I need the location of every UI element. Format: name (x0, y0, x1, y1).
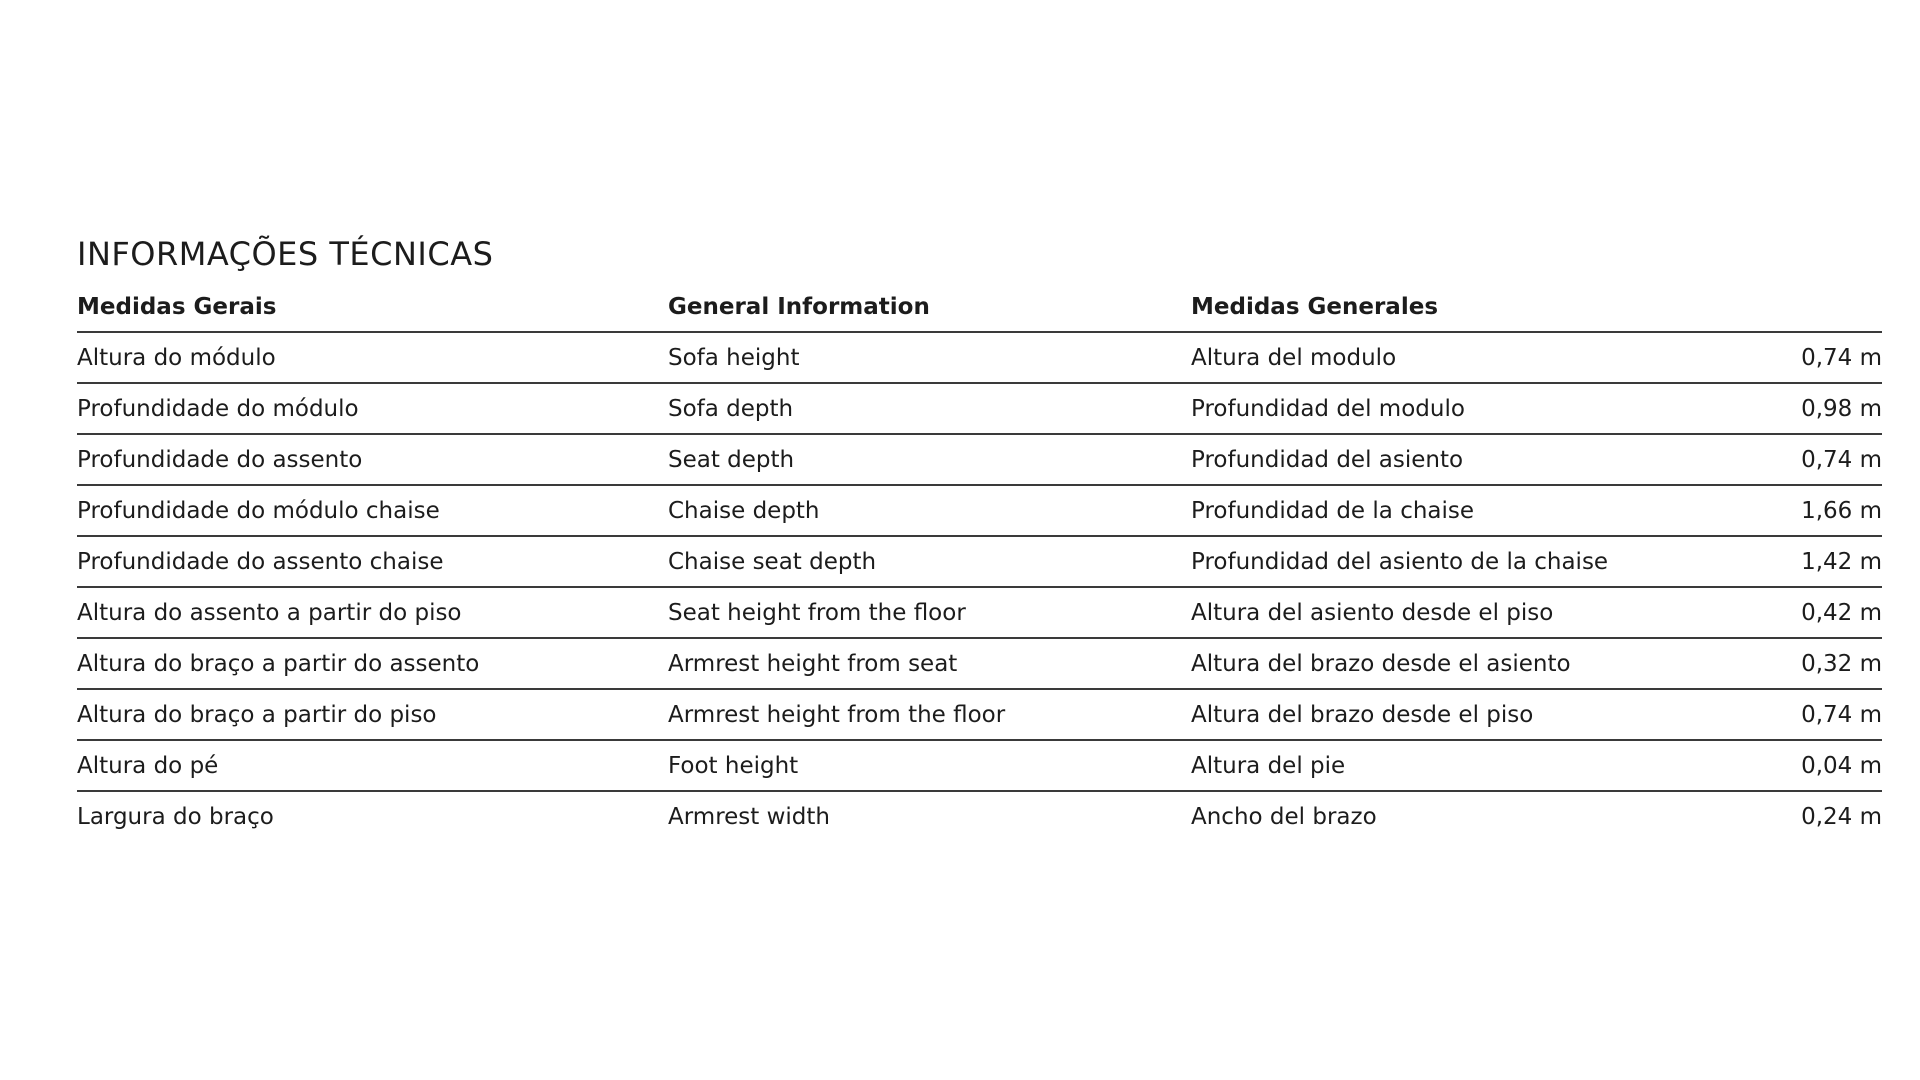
technical-info-sheet (77, 226, 1882, 841)
measurements-table (77, 282, 1882, 841)
cell-portuguese: Largura do braço (77, 803, 274, 830)
cell-portuguese: Altura do braço a partir do assento (77, 650, 480, 677)
header-spanish: Medidas Generales (1191, 293, 1439, 320)
cell-english: Chaise depth (668, 497, 820, 524)
page-title: INFORMAÇÕES TÉCNICAS (77, 235, 494, 273)
cell-value: 0,42 m (1801, 599, 1882, 626)
cell-portuguese: Profundidade do assento (77, 446, 363, 473)
table-row (77, 384, 1882, 435)
cell-value: 1,66 m (1801, 497, 1882, 524)
cell-value: 0,98 m (1801, 395, 1882, 422)
cell-english: Sofa depth (668, 395, 794, 422)
table-header-row (77, 282, 1882, 333)
cell-portuguese: Altura do módulo (77, 344, 276, 371)
cell-portuguese: Altura do assento a partir do piso (77, 599, 462, 626)
table-row (77, 435, 1882, 486)
cell-spanish: Ancho del brazo (1191, 803, 1377, 830)
header-portuguese: Medidas Gerais (77, 293, 277, 320)
table-row (77, 588, 1882, 639)
table-row (77, 741, 1882, 792)
cell-value: 0,24 m (1801, 803, 1882, 830)
cell-value: 0,32 m (1801, 650, 1882, 677)
cell-spanish: Altura del asiento desde el piso (1191, 599, 1554, 626)
header-english: General Information (668, 293, 930, 320)
cell-portuguese: Profundidade do assento chaise (77, 548, 444, 575)
table-row (77, 690, 1882, 741)
table-row (77, 792, 1882, 841)
cell-english: Seat height from the floor (668, 599, 966, 626)
cell-spanish: Altura del brazo desde el asiento (1191, 650, 1571, 677)
table-row (77, 486, 1882, 537)
cell-portuguese: Altura do braço a partir do piso (77, 701, 437, 728)
cell-portuguese: Altura do pé (77, 752, 219, 779)
cell-spanish: Altura del brazo desde el piso (1191, 701, 1534, 728)
cell-english: Chaise seat depth (668, 548, 877, 575)
cell-spanish: Profundidad del modulo (1191, 395, 1465, 422)
cell-english: Armrest height from the floor (668, 701, 1006, 728)
cell-portuguese: Profundidade do módulo (77, 395, 359, 422)
cell-spanish: Profundidad del asiento de la chaise (1191, 548, 1609, 575)
cell-spanish: Profundidad de la chaise (1191, 497, 1475, 524)
cell-spanish: Altura del modulo (1191, 344, 1397, 371)
cell-value: 0,74 m (1801, 701, 1882, 728)
cell-value: 0,74 m (1801, 446, 1882, 473)
cell-english: Armrest width (668, 803, 830, 830)
table-row (77, 537, 1882, 588)
cell-english: Foot height (668, 752, 799, 779)
table-row (77, 333, 1882, 384)
cell-portuguese: Profundidade do módulo chaise (77, 497, 440, 524)
cell-value: 0,74 m (1801, 344, 1882, 371)
cell-value: 1,42 m (1801, 548, 1882, 575)
cell-english: Seat depth (668, 446, 795, 473)
cell-value: 0,04 m (1801, 752, 1882, 779)
cell-english: Armrest height from seat (668, 650, 958, 677)
table-row (77, 639, 1882, 690)
cell-spanish: Altura del pie (1191, 752, 1346, 779)
cell-english: Sofa height (668, 344, 800, 371)
cell-spanish: Profundidad del asiento (1191, 446, 1464, 473)
